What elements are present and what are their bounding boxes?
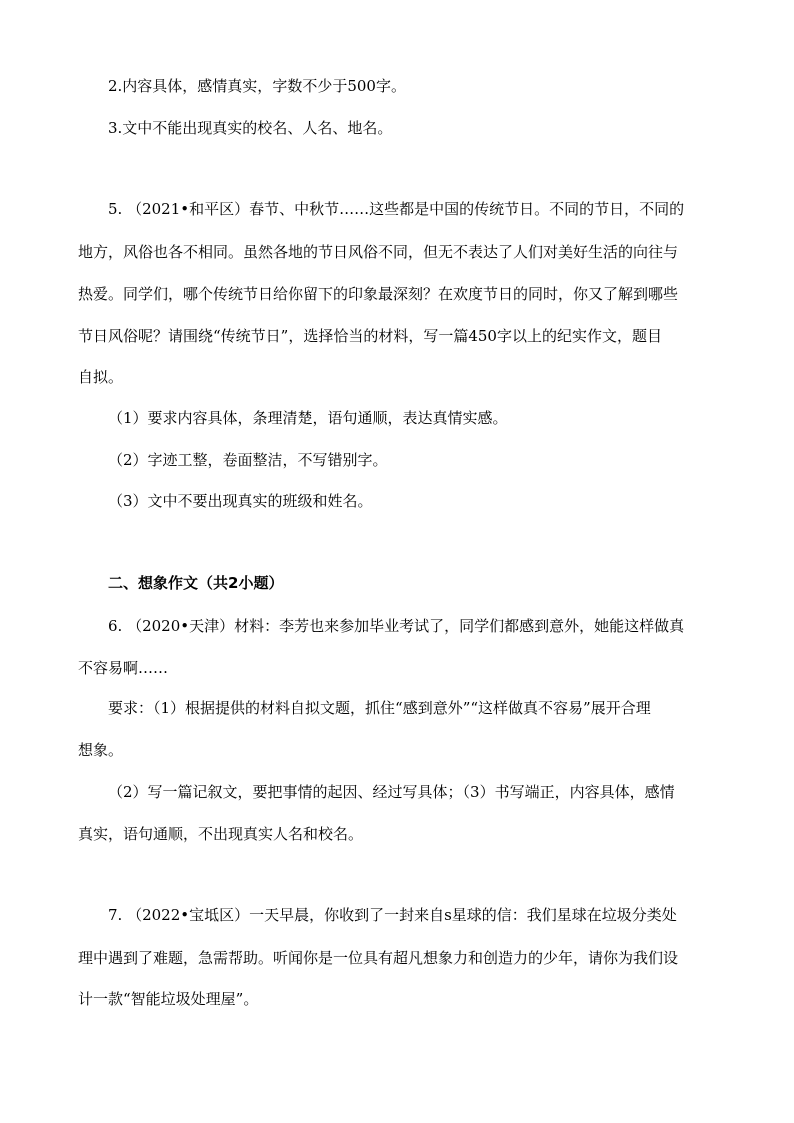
question-6-requirement-line-4: 真实，语句通顺，不出现真实人名和校名。	[78, 825, 364, 843]
question-5-requirement-1: （1）要求内容具体，条理清楚，语句通顺，表达真情实感。	[108, 409, 508, 427]
question-7-text-line-2: 理中遇到了难题，急需帮助。听闻你是一位具有超凡想象力和创造力的少年，请你为我们设	[78, 949, 679, 967]
question-6-requirement-line-2: 想象。	[78, 741, 124, 759]
requirement-item-3: 3.文中不能出现真实的校名、人名、地名。	[108, 119, 393, 137]
question-5-requirement-3: （3）文中不要出现真实的班级和姓名。	[108, 492, 373, 510]
question-5-text-line-3: 热爱。同学们，哪个传统节日给你留下的印象最深刻？在欢度节日的同时，你又了解到哪些	[78, 285, 679, 303]
question-5-text-line-5: 自拟。	[78, 368, 124, 386]
question-7-text-line-1: 7. （2022•宝坻区）一天早晨，你收到了一封来自s星球的信：我们星球在垃圾分类处	[108, 906, 677, 924]
question-5-requirement-2: （2）字迹工整，卷面整洁，不写错别字。	[108, 451, 388, 469]
question-6-text-line-1: 6. （2020•天津）材料：李芳也来参加毕业考试了，同学们都感到意外，她能这样做真	[108, 617, 685, 635]
question-6-requirement-line-3: （2）写一篇记叙文，要把事情的起因、经过写具体；（3）书写端正，内容具体，感情	[108, 783, 675, 801]
question-5-text-line-4: 节日风俗呢？请围绕“传统节日”，选择恰当的材料，写一篇450字以上的纪实作文，题目	[78, 327, 662, 345]
section-heading: 二、想象作文（共2小题）	[108, 574, 284, 592]
question-6-requirement-line-1: 要求：（1）根据提供的材料自拟文题，抓住“感到意外”“这样做真不容易”展开合理	[108, 699, 651, 717]
question-7-text-line-3: 计一款“智能垃圾处理屋”。	[78, 990, 259, 1008]
question-5-text-line-2: 地方，风俗也各不相同。虽然各地的节日风俗不同，但无不表达了人们对美好生活的向往与	[78, 243, 679, 261]
question-6-text-line-2: 不容易啊……	[78, 659, 169, 677]
requirement-item-2: 2.内容具体，感情真实，字数不少于500字。	[108, 77, 406, 95]
question-5-text-line-1: 5. （2021•和平区）春节、中秋节……这些都是中国的传统节日。不同的节日，不同的	[108, 200, 685, 218]
